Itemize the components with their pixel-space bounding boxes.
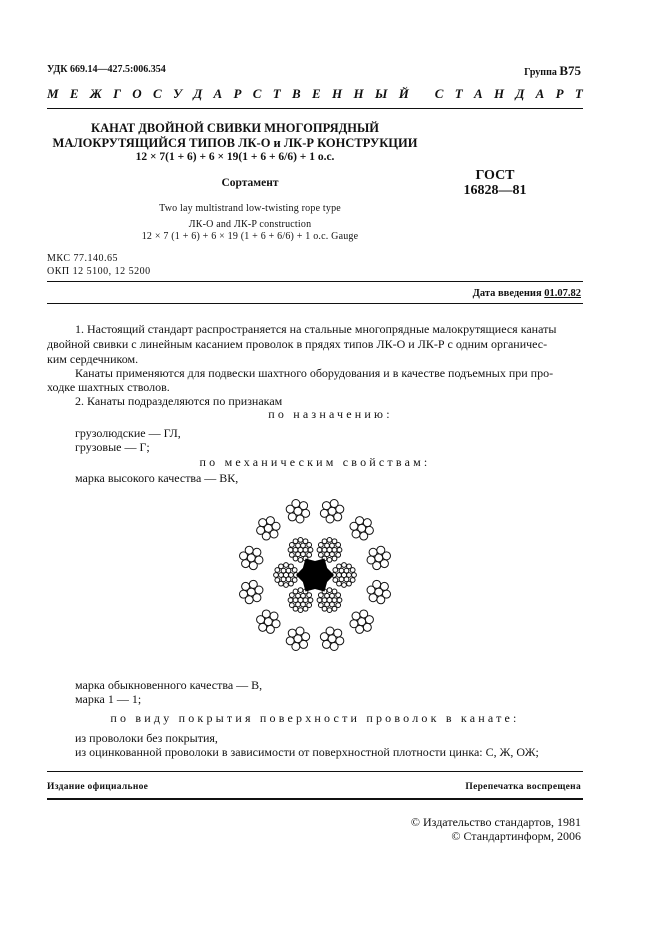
- inner-strand-wire: [318, 603, 323, 608]
- rope-cross-section: [235, 495, 395, 655]
- outer-strand-wire: [356, 517, 364, 525]
- inner-strand-wire: [293, 589, 298, 594]
- outer-strand-wire: [365, 616, 373, 624]
- okp-code: ОКП 12 5100, 12 5200: [47, 266, 151, 277]
- outer-strand-wire: [360, 532, 368, 540]
- outer-strand-wire: [334, 513, 342, 521]
- group-value: В75: [559, 63, 581, 78]
- date-rule: [47, 303, 583, 304]
- standard-type-letter: М: [47, 86, 59, 101]
- subtitle: Сортамент: [221, 177, 279, 189]
- effective-date: [473, 288, 581, 299]
- inner-strand-wire: [327, 588, 332, 593]
- paragraph-2-line-1: Канаты применяются для подвески шахтного оборудования и в качестве подъемных при про-: [75, 366, 554, 380]
- inner-strand-wire: [289, 603, 294, 608]
- outer-strand-wire: [369, 548, 377, 556]
- outer-strand-wire: [270, 612, 278, 620]
- inner-strand-wire: [298, 588, 303, 593]
- purpose-item-2: грузовые — Г;: [75, 440, 150, 454]
- inner-strand-wire: [347, 581, 352, 586]
- heading-mechanical: по механическим свойствам:: [199, 455, 431, 469]
- inner-strand-wire: [336, 542, 341, 547]
- standard-type-letter: Е: [312, 86, 321, 101]
- standard-type-letter: О: [132, 86, 142, 101]
- inner-strand-wire: [289, 552, 294, 557]
- outer-strand-wire: [286, 505, 294, 513]
- paragraph-1-line-1: 1. Настоящий стандарт распространяется на стальные многопрядные малокрутящиеся канаты: [75, 322, 557, 336]
- standard-type-letter: Т: [272, 86, 281, 101]
- grade-1: марка 1 — 1;: [75, 692, 142, 706]
- outer-strand-wire: [300, 640, 308, 648]
- outer-strand-wire: [363, 623, 371, 631]
- title-line-2: МАЛОКРУТЯЩИЙСЯ ТИПОВ ЛК-О и ЛК-Р КОНСТРУКЦИИ: [52, 136, 418, 150]
- outer-strand-wire: [272, 522, 280, 530]
- mks-code: МКС 77.140.65: [47, 253, 118, 264]
- standard-type-letter: Д: [515, 86, 525, 101]
- inner-strand-wire: [293, 539, 298, 544]
- inner-strand-wire: [332, 556, 337, 561]
- outer-strand-wire: [245, 596, 253, 604]
- title-line-3: 12 × 7(1 + 6) + 6 × 19(1 + 6 + 6/6) + 1 о.с.: [135, 151, 335, 163]
- header-rule: [47, 108, 583, 109]
- outer-strand-wire: [336, 637, 344, 645]
- inner-strand-wire: [303, 606, 308, 611]
- inner-strand-wire: [307, 542, 312, 547]
- standard-type-letter: Г: [113, 86, 121, 101]
- paragraph-2-line-2: ходке шахтных стволов.: [47, 380, 170, 394]
- effective-date-label: Дата введения: [472, 288, 545, 299]
- inner-strand-wire: [342, 583, 347, 588]
- inner-strand-wire: [317, 598, 322, 603]
- outer-strand-wire: [363, 519, 371, 527]
- standard-type-letter: У: [172, 86, 183, 101]
- outer-strand-wire: [259, 623, 267, 631]
- outer-strand-wire: [322, 502, 330, 510]
- gost-number: 16828—81: [463, 183, 527, 198]
- inner-strand-wire: [298, 557, 303, 562]
- inner-strand-wire: [352, 573, 357, 578]
- standard-type-letter: Р: [555, 86, 564, 101]
- outer-strand-wire: [253, 548, 261, 556]
- classification-rule: [47, 281, 583, 282]
- outer-strand-wire: [242, 582, 250, 590]
- inner-strand-wire: [298, 537, 303, 542]
- outer-strand-wire: [334, 629, 342, 637]
- outer-strand-wire: [377, 596, 385, 604]
- standard-type-letter: В: [292, 86, 301, 101]
- outer-strand-wire: [266, 625, 274, 633]
- inner-strand-wire: [275, 578, 280, 583]
- outer-strand-wire: [373, 580, 381, 588]
- group-code: [524, 63, 581, 79]
- inner-strand-wire: [337, 547, 342, 552]
- title-line-1: КАНАТ ДВОЙНОЙ СВИВКИ МНОГОПРЯДНЫЙ: [91, 121, 379, 135]
- standard-type-letter: А: [213, 86, 223, 101]
- inner-strand-wire: [318, 552, 323, 557]
- outer-strand-wire: [350, 620, 358, 628]
- paragraph-3: 2. Канаты подразделяются по признакам: [75, 394, 283, 408]
- outer-strand-wire: [253, 594, 261, 602]
- official-edition: Издание официальное: [47, 782, 149, 792]
- outer-strand-wire: [320, 509, 328, 517]
- group-prefix: Группа: [524, 67, 560, 78]
- inner-strand-wire: [284, 563, 289, 568]
- outer-strand-wire: [288, 629, 296, 637]
- outer-strand-wire: [369, 594, 377, 602]
- inner-strand-wire: [292, 568, 297, 573]
- inner-strand-wire: [317, 547, 322, 552]
- outer-strand-wire: [300, 502, 308, 510]
- inner-strand-wire: [289, 581, 294, 586]
- standard-type-letter: Н: [332, 86, 343, 101]
- inner-strand-wire: [332, 606, 337, 611]
- organic-core: [296, 559, 334, 592]
- heading-coating: по виду покрытия поверхности проволок в канате:: [110, 711, 520, 725]
- outer-strand-wire: [377, 546, 385, 554]
- standard-type-letter: Н: [494, 86, 505, 101]
- inner-strand-wire: [322, 539, 327, 544]
- standard-type-letter: Р: [233, 86, 242, 101]
- outer-strand-wire: [286, 637, 294, 645]
- inner-strand-wire: [327, 537, 332, 542]
- paragraph-1-line-3: ким сердечником.: [47, 352, 139, 366]
- standard-type-letter: Ж: [89, 86, 102, 101]
- footer-rule: [47, 771, 583, 772]
- standard-type-letter: Й: [398, 86, 409, 101]
- grade-high: марка высокого качества — ВК,: [75, 471, 239, 485]
- standard-type-letter: [420, 86, 423, 102]
- standard-type-letter: Н: [353, 86, 364, 101]
- inner-strand-wire: [284, 583, 289, 588]
- paragraph-1-line-2: двойной свивки с линейным касанием проволок в прядях типов ЛК-О и ЛК-Р с одним органичес-: [47, 337, 548, 351]
- heading-purpose: по назначению:: [268, 407, 393, 421]
- inner-strand-wire: [288, 547, 293, 552]
- grade-normal: марка обыкновенного качества — В,: [75, 678, 263, 692]
- copyright-1: © Издательство стандартов, 1981: [410, 815, 581, 829]
- inner-strand-wire: [308, 547, 313, 552]
- english-title-line-3: 12 × 7 (1 + 6) + 6 × 19 (1 + 6 + 6/6) + 1 o.c. Gauge: [141, 231, 359, 242]
- coating-item-1: из проволоки без покрытия,: [75, 731, 218, 745]
- standard-type-letter: С: [152, 86, 162, 101]
- outer-strand-wire: [352, 612, 360, 620]
- outer-strand-wire: [322, 640, 330, 648]
- footer-double-rule: [47, 798, 583, 800]
- inner-strand-wire: [327, 608, 332, 613]
- outer-strand-wire: [288, 513, 296, 521]
- standard-type-letter: Ы: [374, 86, 388, 101]
- outer-strand-wire: [259, 519, 267, 527]
- inner-strand-wire: [336, 593, 341, 598]
- inner-strand-wire: [274, 573, 279, 578]
- outer-strand-wire: [367, 556, 375, 564]
- standard-type-letter: Д: [193, 86, 203, 101]
- standard-type-letter: Е: [69, 86, 79, 101]
- inner-strand-wire: [333, 578, 338, 583]
- standard-type-letter: Т: [574, 86, 583, 101]
- outer-strand-wire: [336, 505, 344, 513]
- effective-date-value: 01.07.82: [544, 288, 581, 299]
- reprint-prohibited: Перепечатка воспрещена: [465, 782, 581, 792]
- standard-type-letter: С: [252, 86, 262, 101]
- inner-strand-wire: [298, 608, 303, 613]
- coating-item-2: из оцинкованной проволоки в зависимости от поверхностной плотности цинка: С, Ж, ОЖ;: [75, 745, 539, 759]
- outer-strand-wire: [296, 515, 304, 523]
- outer-strand-wire: [302, 633, 310, 641]
- inner-strand-wire: [308, 598, 313, 603]
- copyright-2: © Стандартинформ, 2006: [451, 829, 581, 843]
- standard-type-letter: С: [434, 86, 444, 101]
- inner-strand-wire: [279, 564, 284, 569]
- outer-strand-wire: [249, 562, 257, 570]
- outer-strand-wire: [380, 582, 388, 590]
- outer-strand-wire: [262, 610, 270, 618]
- inner-strand-wire: [342, 563, 347, 568]
- outer-strand-wire: [326, 627, 334, 635]
- inner-strand-wire: [350, 568, 355, 573]
- outer-strand-wire: [242, 560, 250, 568]
- outer-strand-wire: [352, 530, 360, 538]
- outer-strand-wire: [255, 586, 263, 594]
- inner-strand-wire: [327, 557, 332, 562]
- standard-type-heading: [47, 86, 583, 102]
- gost-label: ГОСТ: [475, 168, 515, 183]
- inner-strand-wire: [337, 564, 342, 569]
- standard-type-letter: А: [474, 86, 483, 101]
- inner-strand-wire: [288, 598, 293, 603]
- english-title-line-1: Two lay multistrand low-twisting rope type: [159, 203, 341, 214]
- inner-strand-wire: [307, 593, 312, 598]
- outer-strand-wire: [380, 560, 388, 568]
- outer-strand-wire: [270, 530, 278, 538]
- outer-strand-wire: [257, 526, 265, 534]
- standard-type-letter: Т: [454, 86, 463, 101]
- purpose-item-1: грузолюдские — ГЛ,: [75, 426, 181, 440]
- english-title-line-2: ЛК-O and ЛК-P construction: [188, 219, 312, 230]
- udk-code: УДК 669.14—427.5:006.354: [47, 64, 166, 75]
- inner-strand-wire: [337, 598, 342, 603]
- outer-strand-wire: [245, 546, 253, 554]
- standard-type-letter: А: [535, 86, 545, 101]
